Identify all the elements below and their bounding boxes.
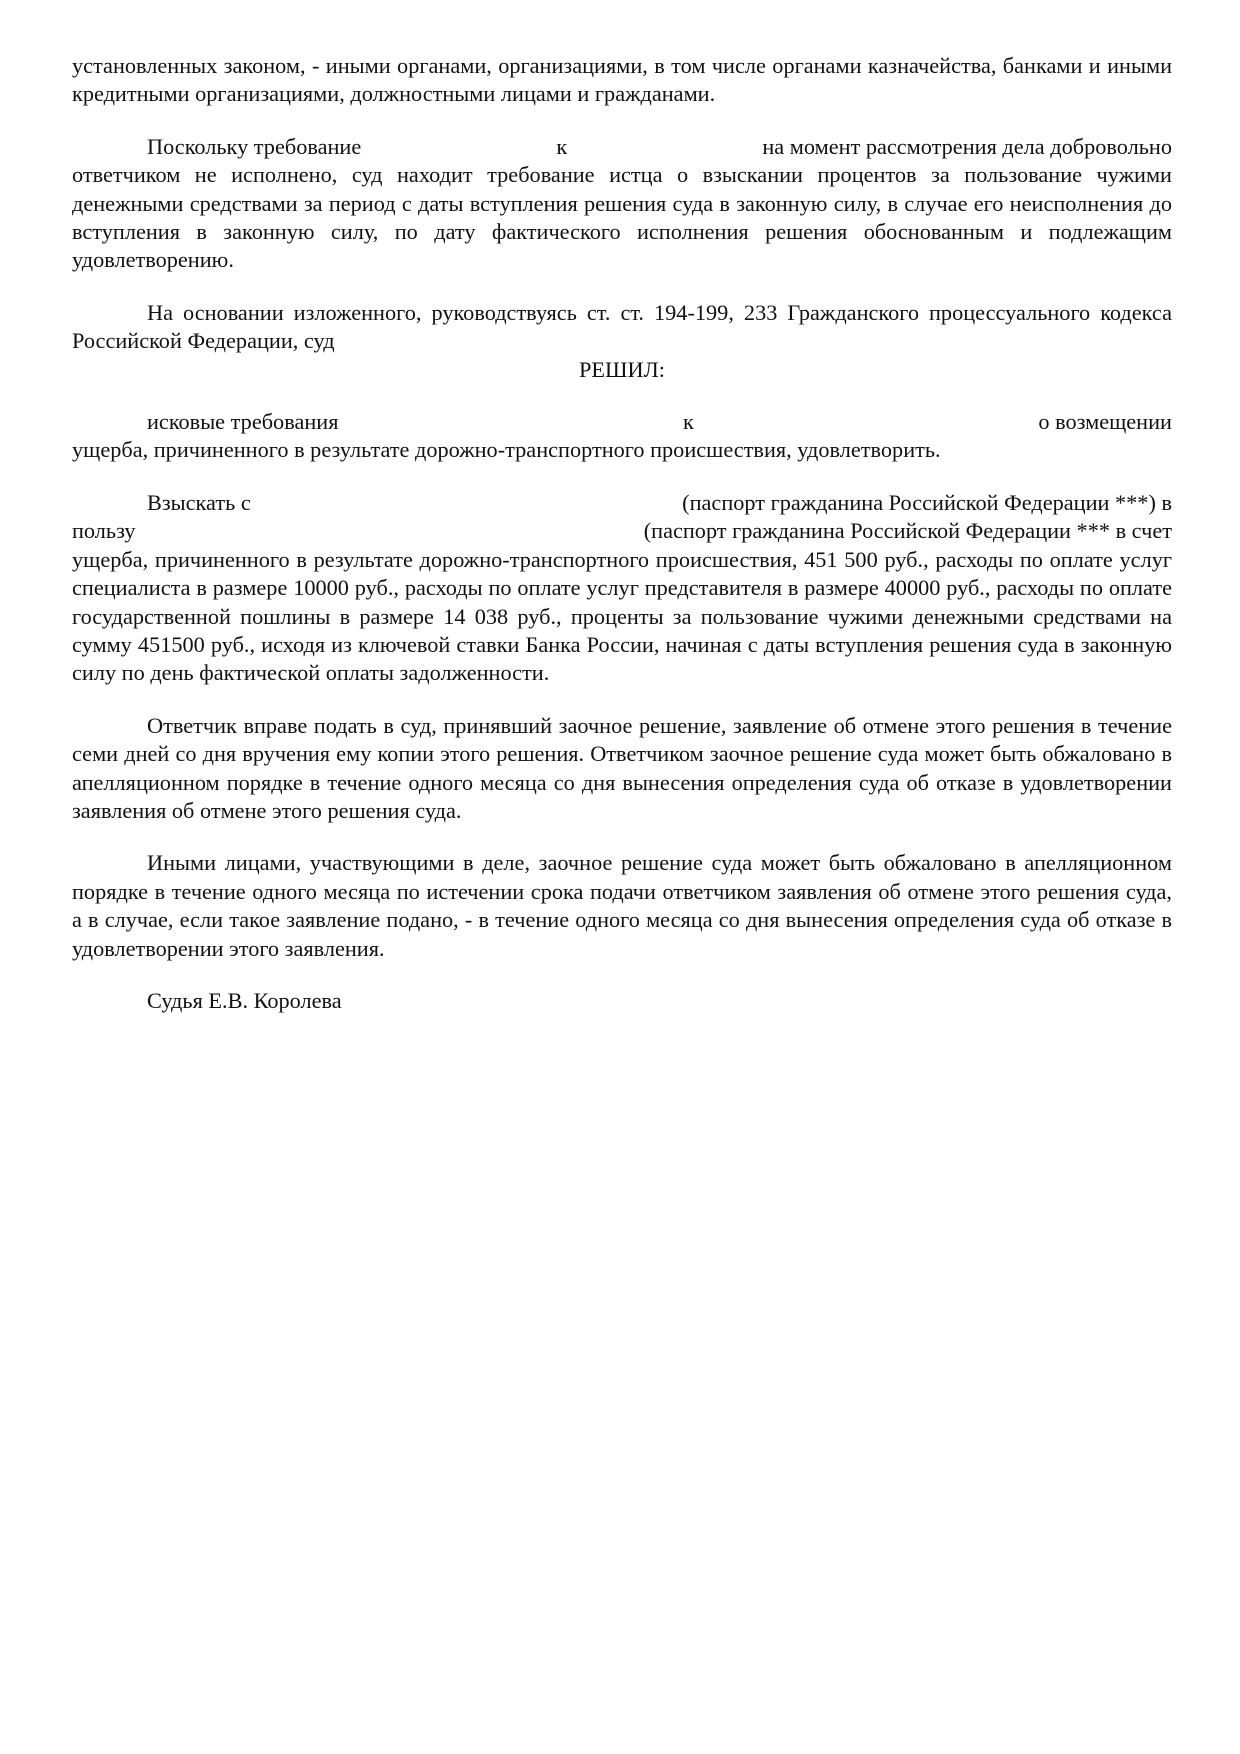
claims-text-b: к	[683, 409, 694, 435]
paragraph-intro: установленных законом, - иными органами, организациями, в том числе органами казначейства, банками и иными кредитными организациями, должностными лицами и гражданами.	[72, 53, 1172, 107]
paragraph-requirement-first-line	[72, 133, 1172, 161]
recovery-line-2-b: (паспорт гражданина Российской Федерации *** в счет	[643, 518, 1172, 544]
claims-text-a: исковые требования	[147, 409, 339, 435]
recovery-text-rest: ущерба, причиненного в результате дорожно-транспортного происшествия, 451 500 руб., расходы по оплате услуг специалиста в размере 10000 руб., расходы по оплате услуг представителя в размере 40000 руб., расходы по оплате государственной пошлины в размере 14 038 руб., проценты за пользование чужими денежными средствами на сумму 451500 руб., исходя из ключевой ставки Банка России, начиная с даты вступления решения суда в законную силу по день фактической оплаты задолженности.	[72, 546, 1172, 686]
paragraph-claims-first-line	[72, 408, 1172, 436]
paragraph-recovery	[72, 489, 1172, 688]
paragraph-requirement	[72, 133, 1172, 275]
requirement-text-c: на момент рассмотрения дела добровольно	[762, 133, 1172, 159]
recovery-line-1-a: Взыскать с	[147, 489, 251, 515]
requirement-text-b: к	[556, 133, 568, 159]
requirement-text-rest: ответчиком не исполнено, суд находит требование истца о взыскании процентов за пользование чужими денежными средствами за период с даты вступления решения суда в законную силу, в случае его неисполнения до вступления в законную силу, по дату фактического исполнения решения обоснованным и подлежащим удовлетворению.	[72, 162, 1172, 273]
document-page	[72, 52, 1172, 1015]
claims-text-rest: ущерба, причиненного в результате дорожно-транспортного происшествия, удовлетворить.	[72, 437, 941, 463]
recovery-line-2	[72, 517, 1172, 545]
decision-heading: РЕШИЛ:	[579, 356, 665, 382]
paragraph-appeal-defendant: Ответчик вправе подать в суд, принявший заочное решение, заявление об отмене этого решения в течение семи дней со дня вручения ему копии этого решения. Ответчиком заочное решение суда может быть обжаловано в апелляционном порядке в течение одного месяца со дня вынесения определения суда об отказе в удовлетворении заявления об отмене этого решения суда.	[72, 712, 1172, 823]
recovery-line-1	[72, 489, 1172, 517]
claims-text-c: о возмещении	[1038, 409, 1172, 435]
paragraph-appeal-others: Иными лицами, участвующими в деле, заочное решение суда может быть обжаловано в апелляционном порядке в течение одного месяца по истечении срока подачи ответчиком заявления об отмене этого решения суда, а в случае, если такое заявление подано, - в течение одного месяца со дня вынесения определения суда об отказе в удовлетворении этого заявления.	[72, 850, 1172, 961]
recovery-line-2-a: пользу	[72, 518, 136, 544]
paragraph-claims	[72, 408, 1172, 465]
judge-signature: Судья Е.В. Королева	[147, 987, 342, 1013]
recovery-line-1-b: (паспорт гражданина Российской Федерации ***) в	[682, 489, 1172, 515]
paragraph-basis: На основании изложенного, руководствуясь ст. ст. 194-199, 233 Гражданского процессуального кодекса Российской Федерации, суд	[72, 299, 1172, 354]
requirement-text-a: Поскольку требование	[147, 133, 362, 159]
